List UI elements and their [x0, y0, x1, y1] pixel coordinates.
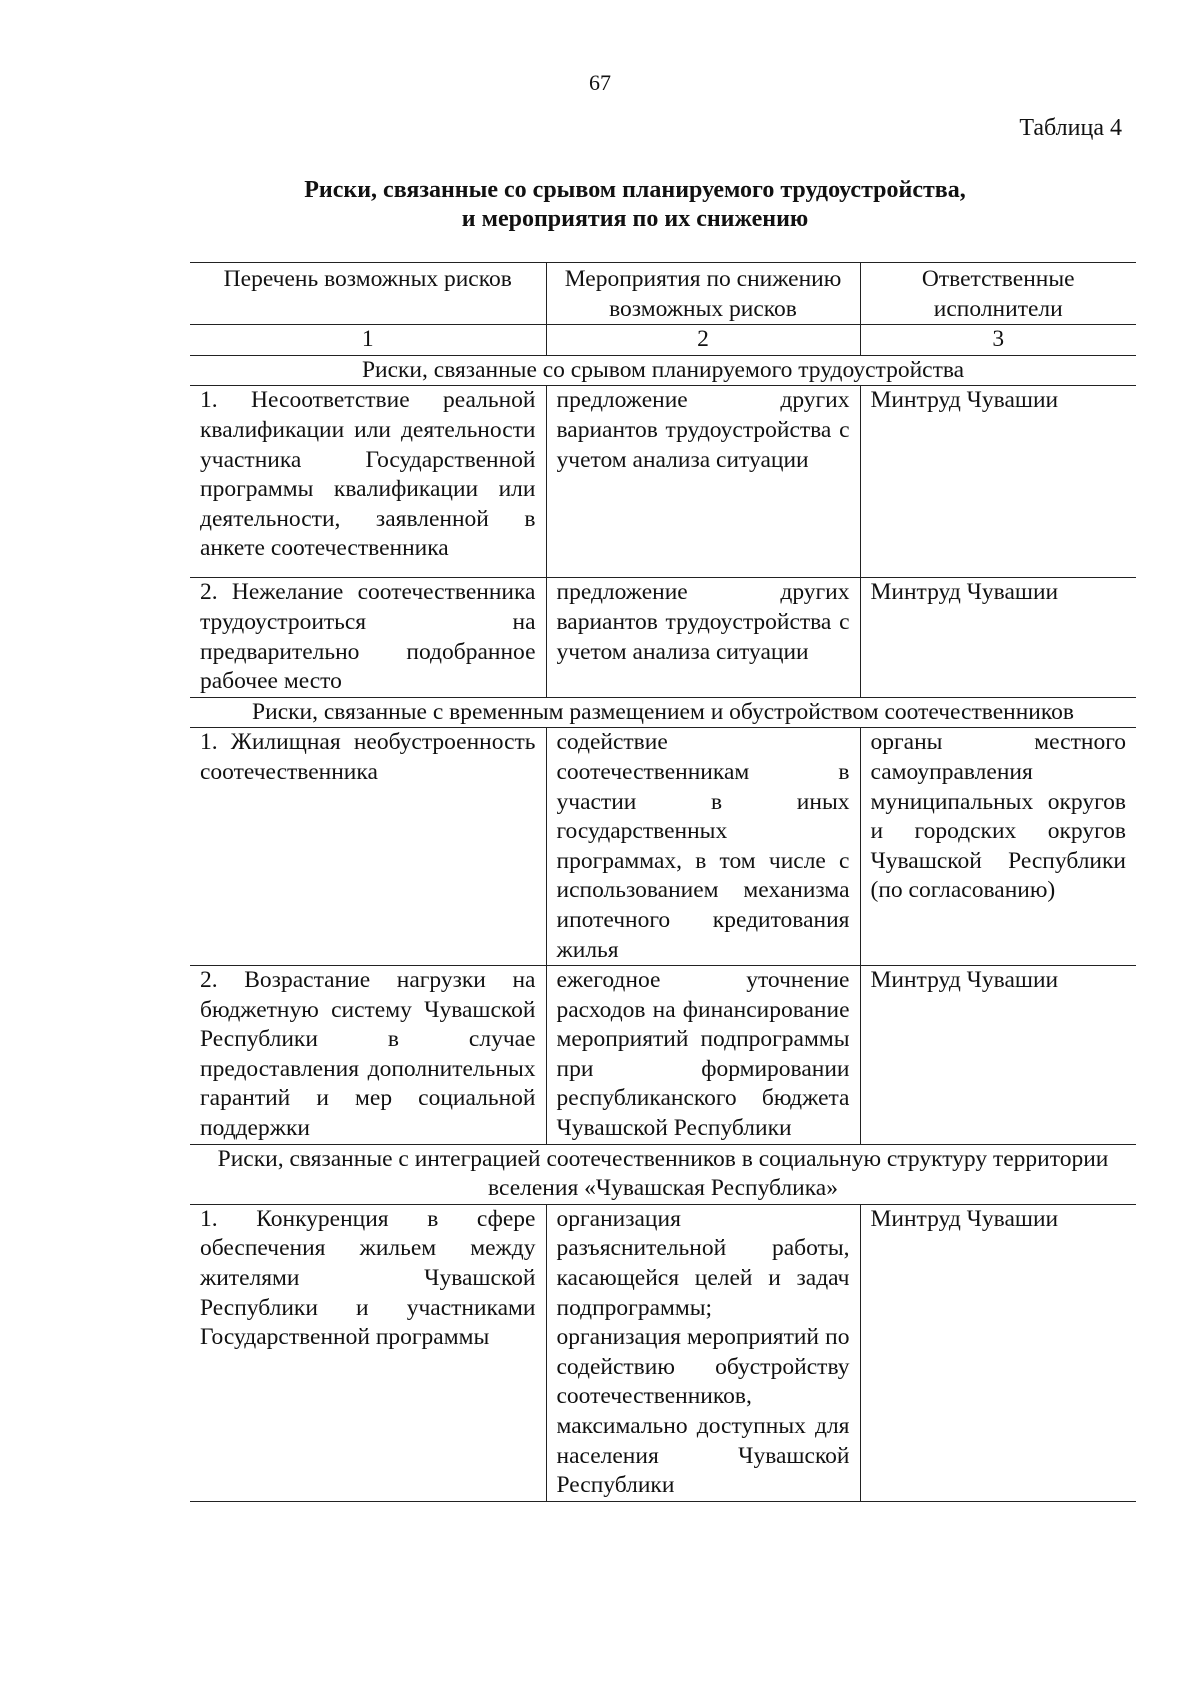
measure-text: ежегодное уточнение расходов на финансирование мероприятий подпрограммы при формировании республиканского бюджета Чувашской Республики [556, 967, 850, 1142]
measures-cell [546, 728, 860, 966]
section-header-row [190, 697, 1136, 728]
measure-text: содействие соотечественникам в участии в иных государственных программах, в том числе с использованием механизма ипотечного кредитования жилья [556, 729, 850, 963]
table-row [190, 386, 1136, 578]
measures-cell [546, 386, 860, 578]
measure-text: организация разъяснительной работы, касающейся целей и задач подпрограммы; [556, 1205, 850, 1321]
column-number: 3 [860, 325, 1136, 356]
header-risks-list: Перечень возможных рисков [190, 263, 546, 325]
risk-cell: 1. Жилищная необустроенность соотечественника [190, 728, 546, 966]
measure-text: предложение других вариантов трудоустройства с учетом анализа ситуации [556, 387, 850, 473]
measures-cell [546, 578, 860, 697]
table-row [190, 966, 1136, 1145]
section-title: Риски, связанные со срывом планируемого трудоустройства [190, 355, 1136, 386]
section-header-row [190, 1144, 1136, 1204]
column-number: 1 [190, 325, 546, 356]
header-measures: Мероприятия по снижению возможных рисков [546, 263, 860, 325]
page-number: 67 [589, 70, 611, 95]
risk-cell: 2. Возрастание нагрузки на бюджетную систему Чувашской Республики в случае предоставления дополнительных гарантий и мер социальной поддержки [190, 966, 546, 1145]
responsible-cell: Минтруд Чувашии [860, 1204, 1136, 1501]
document-title-line-2: и мероприятия по их снижению [461, 206, 809, 232]
column-number: 2 [546, 325, 860, 356]
table-header-row [190, 263, 1136, 325]
responsible-cell: Минтруд Чувашии [860, 966, 1136, 1145]
document-title [190, 176, 1080, 234]
table-row [190, 578, 1136, 697]
section-title: Риски, связанные с интеграцией соотечественников в социальную структуру территории вселения «Чувашская Республика» [190, 1144, 1136, 1204]
measure-text: предложение других вариантов трудоустройства с учетом анализа ситуации [556, 579, 850, 665]
measures-cell [546, 966, 860, 1145]
risk-cell: 1. Конкуренция в сфере обеспечения жильем между жителями Чувашской Республики и участниками Государственной программы [190, 1204, 546, 1501]
risk-cell: 2. Нежелание соотечественника трудоустроиться на предварительно подобранное рабочее место [190, 578, 546, 697]
header-responsible: Ответственные исполнители [860, 263, 1136, 325]
column-number-row [190, 325, 1136, 356]
measures-cell [546, 1204, 860, 1501]
table-label: Таблица 4 [1019, 115, 1122, 141]
risk-cell: 1. Несоответствие реальной квалификации или деятельности участника Государственной программы квалификации или деятельности, заявленной в анкете соотечественника [190, 386, 546, 578]
risks-table [190, 262, 1136, 1502]
responsible-cell: Минтруд Чувашии [860, 578, 1136, 697]
responsible-cell: Минтруд Чувашии [860, 386, 1136, 578]
table-row [190, 728, 1136, 966]
responsible-cell: органы местного самоуправления муниципальных округов и городских округов Чувашской Республики (по согласованию) [860, 728, 1136, 966]
measure-text: организация мероприятий по содействию обустройству соотечественников, максимально доступных для населения Чувашской Республики [556, 1324, 850, 1499]
section-title: Риски, связанные с временным размещением и обустройством соотечественников [190, 697, 1136, 728]
section-header-row [190, 355, 1136, 386]
document-title-line-1: Риски, связанные со срывом планируемого трудоустройства, [304, 177, 966, 203]
table-row [190, 1204, 1136, 1501]
